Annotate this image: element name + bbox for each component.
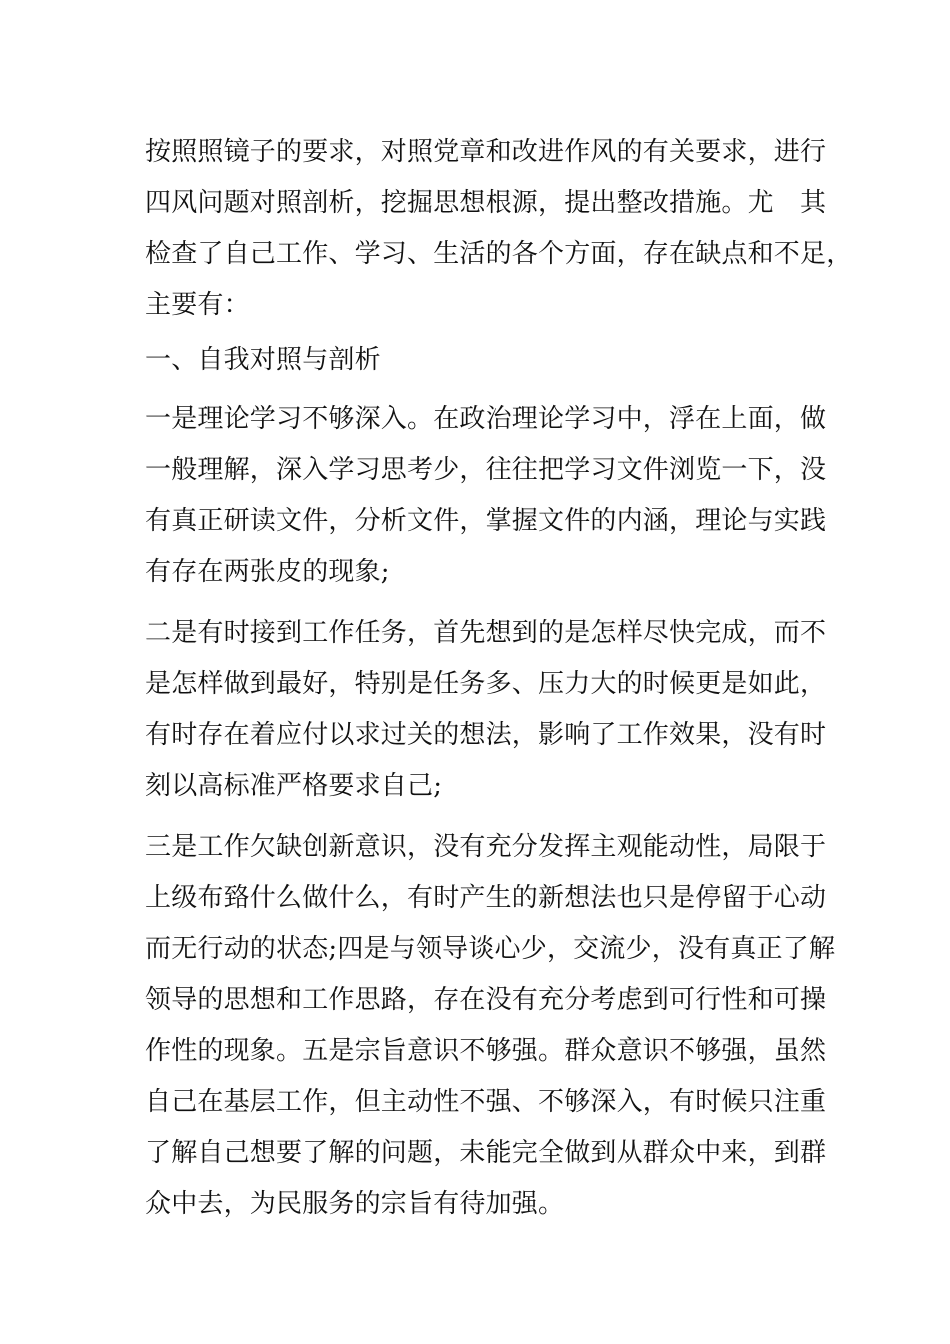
paragraph-point-3 [145, 822, 836, 1230]
text-line: 三是工作欠缺创新意识，没有充分发挥主观能动性，局限于 [145, 832, 827, 862]
document-body [145, 127, 853, 1230]
text-line: 众中去，为民服务的宗旨有待加强。 [145, 1189, 565, 1219]
text-line: 有存在两张皮的现象; [145, 557, 390, 587]
text-line: 上级布臵什么做什么，有时产生的新想法也只是停留于心动 [145, 883, 827, 913]
text-line: 有时存在着应付以求过关的想法，影响了工作效果，没有时 [145, 720, 827, 750]
heading-line: 一、自我对照与剖析 [145, 345, 381, 375]
text-line: 作性的现象。五是宗旨意识不够强。群众意识不够强，虽然 [145, 1036, 827, 1066]
text-line: 了解自己想要了解的问题，未能完全做到从群众中来，到群 [145, 1138, 827, 1168]
paragraph-point-1 [145, 394, 827, 598]
text-line: 是怎样做到最好，特别是任务多、压力大的时候更是如此， [145, 669, 827, 699]
text-line: 自己在基层工作，但主动性不强、不够深入，有时候只注重 [145, 1087, 827, 1117]
text-line: 而无行动的状态;四是与领导谈心少，交流少，没有真正了解 [145, 934, 836, 964]
text-line: 有真正研读文件，分析文件，掌握文件的内涵，理论与实践 [145, 506, 827, 536]
text-line: 一是理论学习不够深入。在政治理论学习中，浮在上面，做 [145, 404, 827, 434]
paragraph-point-2 [145, 608, 827, 812]
text-line: 领导的思想和工作思路，存在没有充分考虑到可行性和可操 [145, 985, 827, 1015]
text-line: 刻以高标准严格要求自己; [145, 771, 443, 801]
text-line: 四风问题对照剖析，挖掘思想根源，提出整改措施。尤 其 [145, 188, 827, 218]
text-line: 一般理解，深入学习思考少，往往把学习文件浏览一下，没 [145, 455, 827, 485]
paragraph-intro [145, 127, 853, 331]
text-line: 主要有： [145, 290, 250, 320]
text-line: 按照照镜子的要求，对照党章和改进作风的有关要求，进行 [145, 137, 827, 167]
text-line: 检查了自己工作、学习、生活的各个方面，存在缺点和不足， [145, 239, 853, 269]
section-heading [145, 335, 810, 386]
text-line: 二是有时接到工作任务，首先想到的是怎样尽快完成，而不 [145, 618, 827, 648]
